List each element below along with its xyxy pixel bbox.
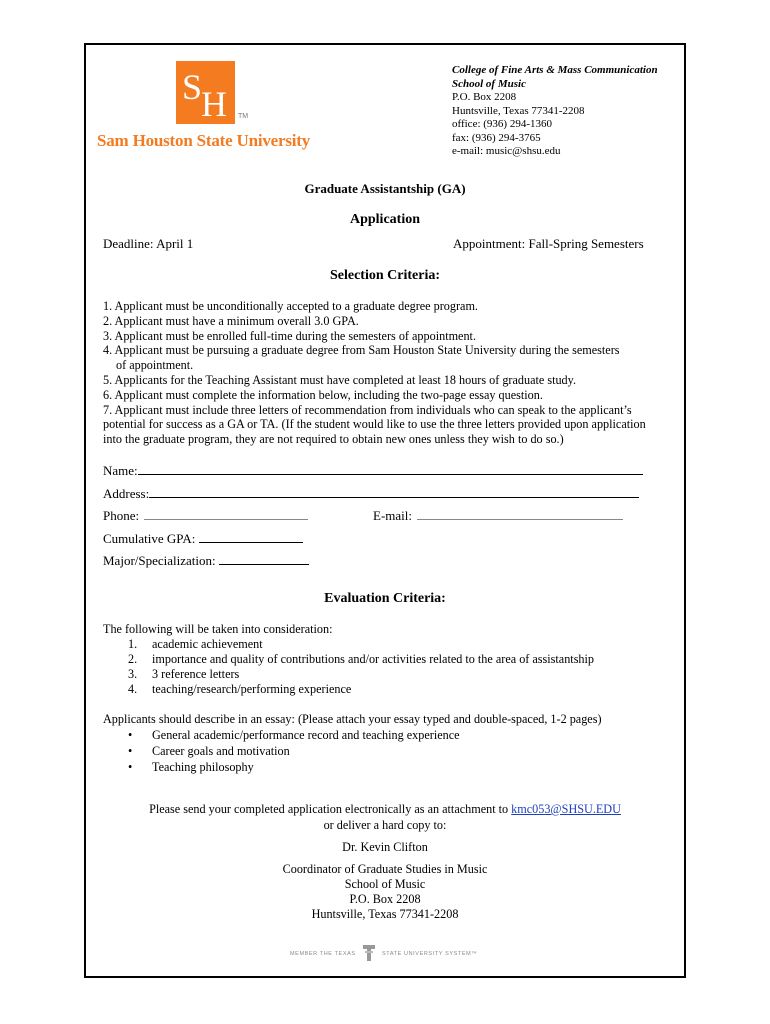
phone-field[interactable] <box>103 507 308 524</box>
evaluation-list <box>103 622 594 697</box>
contact-title: Coordinator of Graduate Studies in Music <box>282 862 488 876</box>
major-label: Major/Specialization: <box>103 553 216 568</box>
send-text: Please send your completed application electronically as an attachment to <box>149 802 509 816</box>
criteria-item-continued: into the graduate program, they are not required to obtain new ones unless they wish to do so.) <box>103 432 564 447</box>
texas-t-icon <box>363 945 375 961</box>
criteria-item: 6. Applicant must complete the information below, including the two-page essay question. <box>103 387 543 402</box>
form-subtitle: Application <box>349 212 420 227</box>
city-state: Huntsville, Texas 77341-2208 <box>452 104 585 117</box>
contact-address <box>84 862 686 922</box>
contact-city: Huntsville, Texas 77341-2208 <box>311 907 459 921</box>
evaluation-intro: The following will be taken into consideration: <box>103 622 333 636</box>
list-item <box>103 637 594 652</box>
name-label: Name: <box>103 463 138 478</box>
item-number: 2. <box>128 652 138 666</box>
list-item <box>103 682 594 697</box>
sh-monogram-icon <box>176 61 235 124</box>
selection-heading: Selection Criteria: <box>329 268 440 283</box>
appointment-text: Appointment: Fall-Spring Semesters <box>453 236 644 251</box>
email-address: e-mail: music@shsu.edu <box>452 145 561 157</box>
list-item <box>103 759 602 775</box>
email-label: E-mail: <box>373 508 412 523</box>
send-text-2: or deliver a hard copy to: <box>323 818 447 832</box>
list-item <box>103 652 594 667</box>
address-label: Address: <box>103 486 150 501</box>
university-name: Sam Houston State University <box>97 131 311 150</box>
item-number: 3. <box>128 667 138 681</box>
member-text-left: MEMBER THE TEXAS <box>290 951 356 957</box>
list-item <box>103 727 602 743</box>
contact-school: School of Music <box>344 877 426 891</box>
item-text: Career goals and motivation <box>152 744 290 758</box>
item-number: 4. <box>128 682 138 696</box>
deadline-text: Deadline: April 1 <box>103 236 194 251</box>
criteria-item-continued: potential for success as a GA or TA. (If the student would like to use the three letters provided upon application <box>103 417 646 432</box>
college-name: College of Fine Arts & Mass Communication <box>452 64 658 76</box>
criteria-item-continued: of appointment. <box>116 358 194 373</box>
member-text-right: STATE UNIVERSITY SYSTEM™ <box>382 951 478 957</box>
send-instructions <box>84 802 686 817</box>
tsus-member-logo <box>290 945 482 963</box>
list-item <box>103 743 602 759</box>
item-number: 1. <box>128 637 138 651</box>
bullet-icon: • <box>128 760 133 774</box>
bullet-icon: • <box>128 728 133 742</box>
essay-list <box>103 711 602 775</box>
fax-number: fax: (936) 294-3765 <box>452 131 541 144</box>
criteria-item: 7. Applicant must include three letters of recommendation from individuals who can speak to the applicant’s <box>103 402 632 417</box>
criteria-item: 2. Applicant must have a minimum overall 3.0 GPA. <box>103 313 359 328</box>
gpa-blank[interactable] <box>199 530 303 543</box>
form-title: Graduate Assistantship (GA) <box>304 181 466 196</box>
department-address <box>452 64 658 159</box>
email-blank[interactable] <box>417 507 623 520</box>
essay-intro: Applicants should describe in an essay: (Please attach your essay typed and double-spaced, 1-2 pages) <box>103 712 602 726</box>
criteria-item: 3. Applicant must be enrolled full-time during the semesters of appointment. <box>103 328 476 343</box>
submission-email-link[interactable]: kmc053@SHSU.EDU <box>511 802 621 816</box>
address-field[interactable] <box>103 485 639 502</box>
name-blank[interactable] <box>138 462 643 475</box>
gpa-label: Cumulative GPA: <box>103 531 196 546</box>
criteria-item: 5. Applicants for the Teaching Assistant must have completed at least 18 hours of graduate study. <box>103 372 577 387</box>
criteria-item: 1. Applicant must be unconditionally accepted to a graduate degree program. <box>103 299 478 313</box>
item-text: Teaching philosophy <box>152 760 254 774</box>
phone-label: Phone: <box>103 508 140 523</box>
trademark-mark: TM <box>238 113 249 120</box>
major-field[interactable] <box>103 552 309 569</box>
contact-po-box: P.O. Box 2208 <box>349 892 421 906</box>
selection-criteria-list <box>103 299 668 447</box>
po-box: P.O. Box 2208 <box>452 91 517 103</box>
phone-blank[interactable] <box>144 507 308 520</box>
school-name: School of Music <box>452 77 526 90</box>
item-text: academic achievement <box>152 637 263 651</box>
item-text: teaching/research/performing experience <box>152 682 352 696</box>
svg-text:H: H <box>201 84 227 124</box>
item-text: General academic/performance record and teaching experience <box>152 728 460 742</box>
office-phone: office: (936) 294-1360 <box>452 118 552 130</box>
shsu-logo <box>176 61 235 124</box>
address-blank[interactable] <box>149 485 639 498</box>
contact-name: Dr. Kevin Clifton <box>342 840 428 854</box>
bullet-icon: • <box>128 744 133 758</box>
criteria-item: 4. Applicant must be pursuing a graduate degree from Sam Houston State University during the semesters <box>103 343 620 358</box>
evaluation-heading: Evaluation Criteria: <box>324 591 446 606</box>
email-field[interactable] <box>373 507 623 524</box>
item-text: importance and quality of contributions and/or activities related to the area of assistantship <box>152 652 595 666</box>
gpa-field[interactable] <box>103 530 303 547</box>
item-text: 3 reference letters <box>152 667 240 681</box>
major-blank[interactable] <box>219 552 309 565</box>
svg-text:S: S <box>182 67 203 107</box>
name-field[interactable] <box>103 462 643 479</box>
list-item <box>103 667 594 682</box>
